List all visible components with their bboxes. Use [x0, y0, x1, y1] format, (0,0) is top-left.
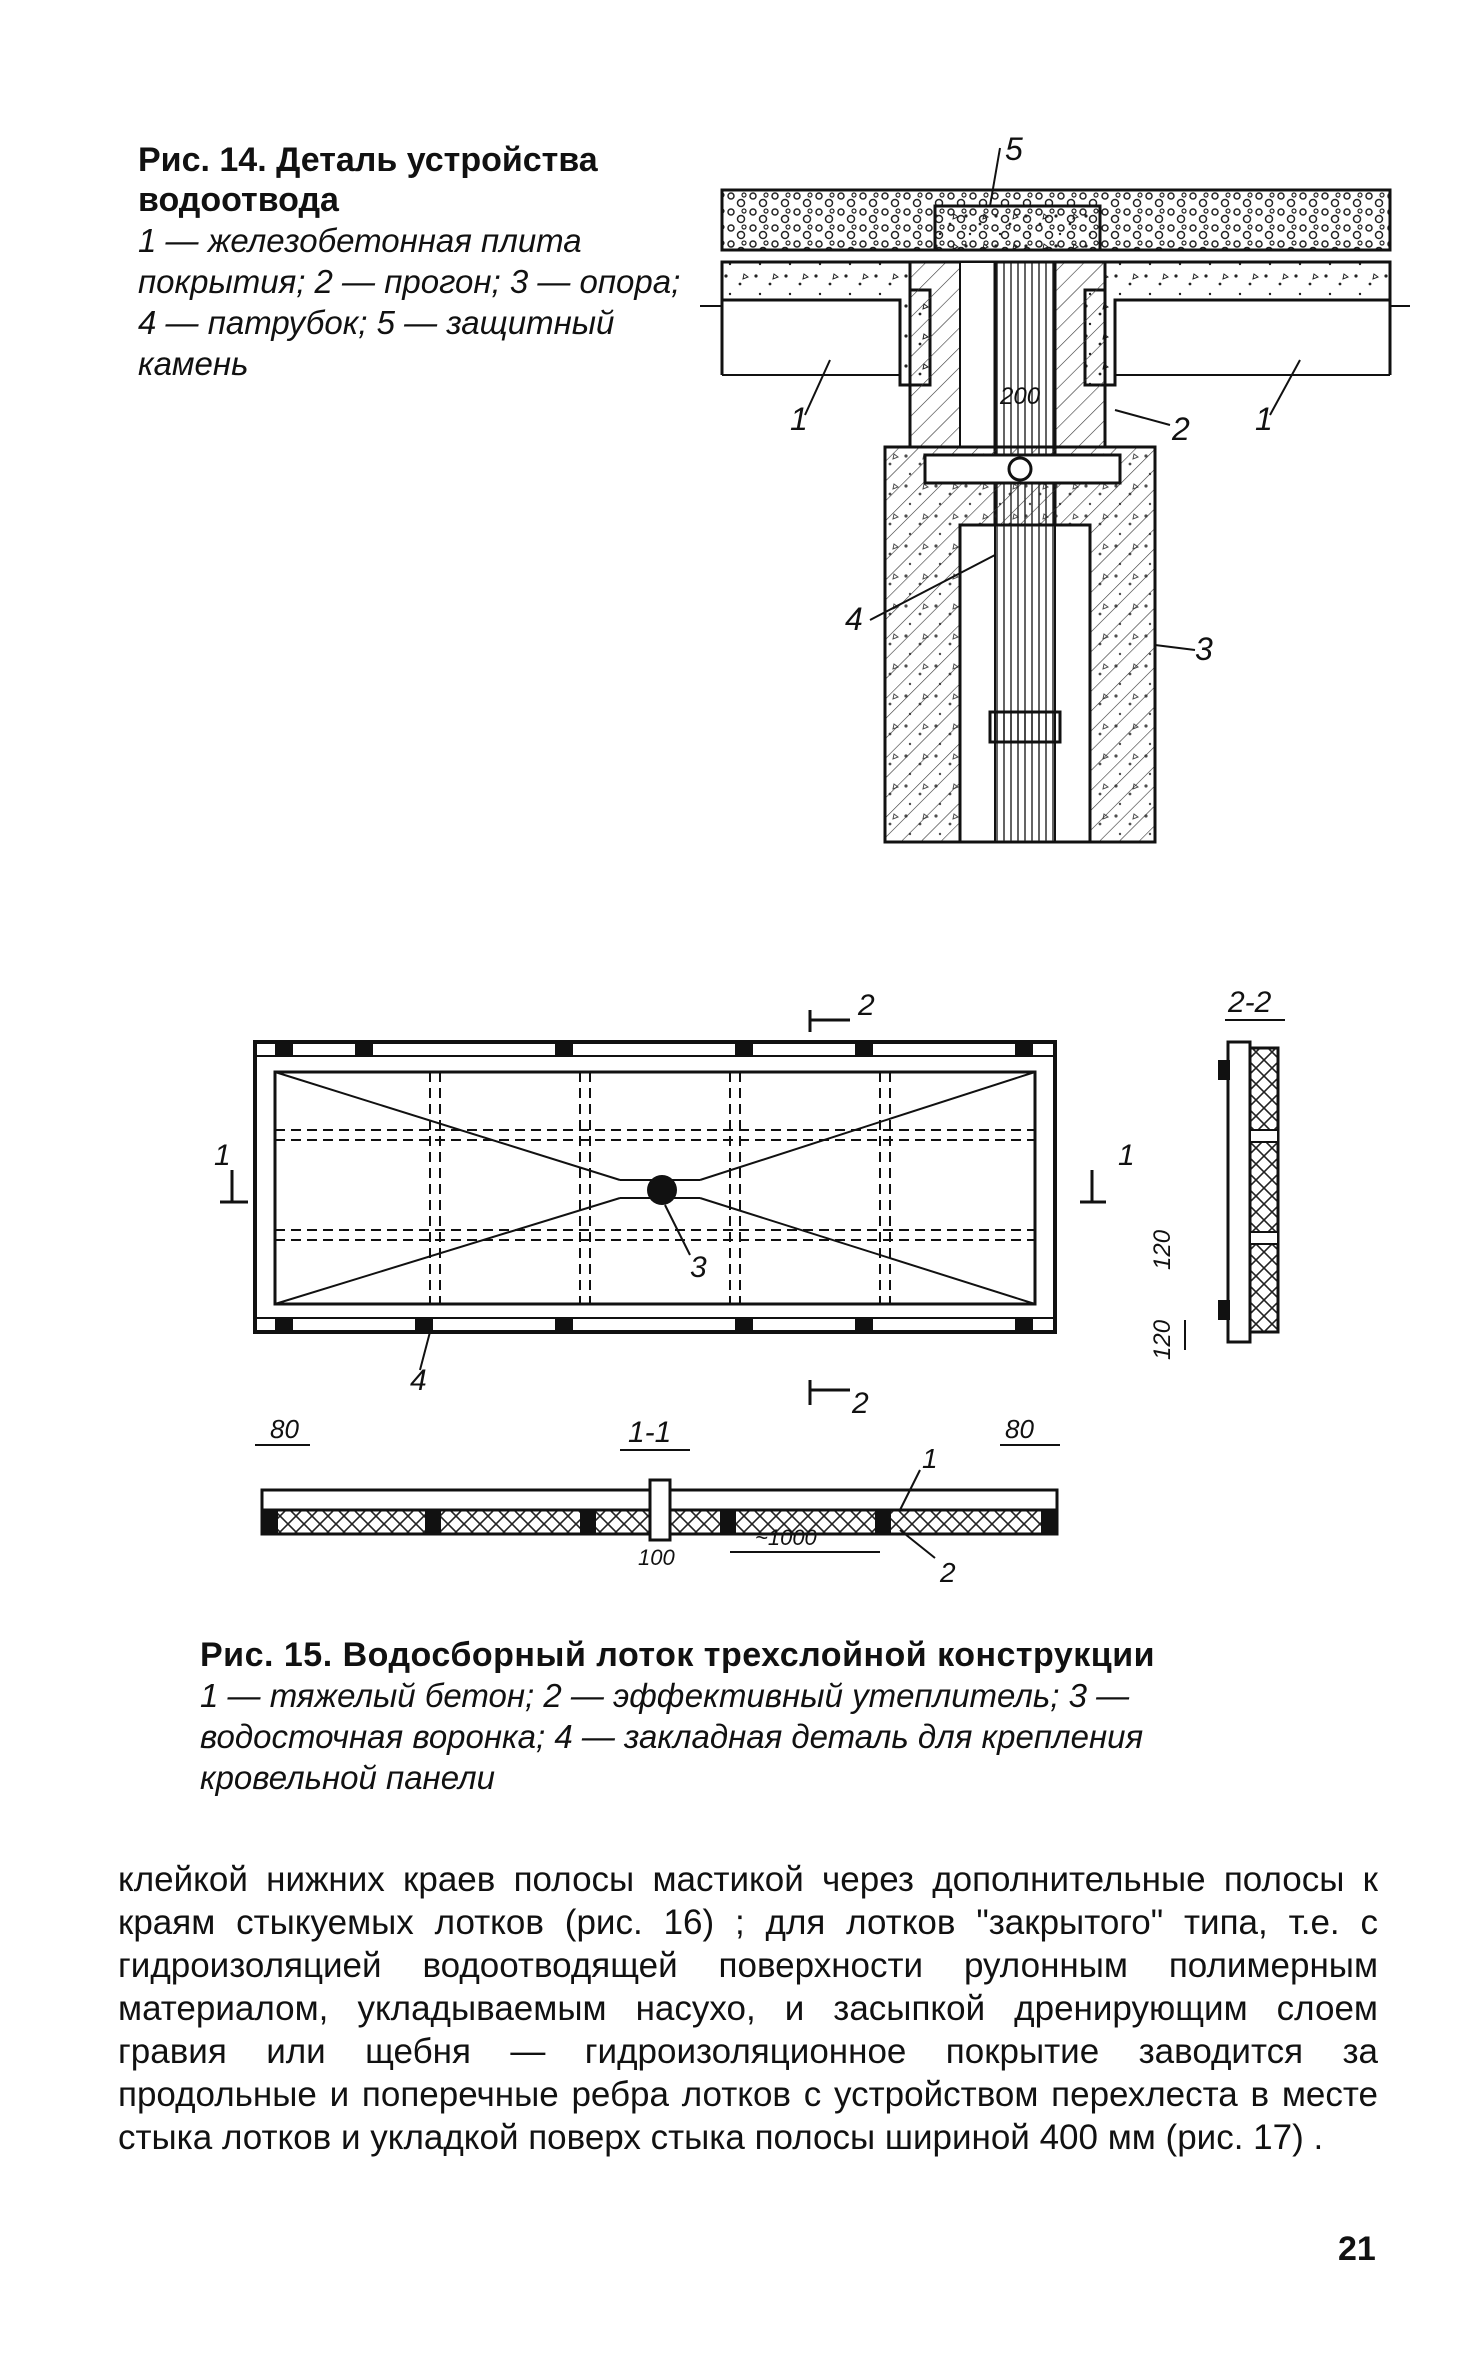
fig14-label-3: 3	[1195, 631, 1213, 667]
fig14-label-2: 2	[1172, 411, 1190, 447]
protective-stone	[935, 206, 1100, 250]
fig14-label-1-left: 1	[790, 401, 808, 437]
fig15-section-1-left: 1	[214, 1139, 231, 1172]
figure-15-caption	[200, 1635, 1310, 1798]
fig15-section-2-bottom: 2	[852, 1387, 869, 1420]
fig14-dim-200: 200	[1000, 383, 1041, 410]
page-number: 21	[1338, 2230, 1376, 2268]
drain-funnel	[647, 1175, 677, 1205]
figure-15-title: Рис. 15. Водосборный лоток трехслойной конструкции	[200, 1636, 1156, 1674]
fig15-label-2: 2	[940, 1557, 956, 1588]
fig14-label-5: 5	[1005, 131, 1023, 167]
fig15-label-3: 3	[690, 1251, 707, 1284]
fig15-dim-120-a: 120	[1149, 1319, 1176, 1360]
fig15-dim-80-right: 80	[1005, 1414, 1034, 1444]
fig15-label-4: 4	[410, 1364, 427, 1397]
fig15-dim-1000: ~1000	[755, 1525, 817, 1550]
figure-14-drawing	[0, 0, 1477, 860]
fig15-dim-100: 100	[638, 1545, 675, 1570]
fig15-section-2-2: 2-2	[1228, 986, 1272, 1019]
fig14-label-1-right: 1	[1255, 401, 1273, 437]
figure-15-drawing	[0, 980, 1477, 1600]
fig15-section-2-top: 2	[858, 989, 875, 1022]
fig15-section-1-1: 1-1	[628, 1416, 672, 1449]
fig15-dim-80-left: 80	[270, 1414, 299, 1444]
figure-14-title: Рис. 14. Деталь устройства водоотвода	[138, 141, 598, 219]
fig14-label-4: 4	[845, 601, 863, 637]
fig15-label-1: 1	[922, 1443, 938, 1474]
body-paragraph: клейкой нижних краев полосы мастикой через дополнительные полосы к краям стыкуемых лотков (рис. 16) ; для лотков "закрытого" типа, т.е. с гидроизоляцией водоотводящей поверхности рулонным полимерным материалом, укладываемым насухо, и засыпкой дренирующим слоем гравия или щебня — гидроизоляционное покрытие заводится за продольные и поперечные ребра лотков с устройством перехлеста в месте стыка лотков и укладкой поверх стыка полосы шириной 400 мм (рис. 17) .	[118, 1860, 1378, 2157]
figure-15-legend: 1 — тяжелый бетон; 2 — эффективный утеплитель; 3 — водосточная воронка; 4 — закладная деталь для крепления кровельной панели	[200, 1677, 1144, 1796]
figure-14-legend: 1 — железобетонная плита покрытия; 2 — прогон; 3 — опора; 4 — патрубок; 5 — защитный камень	[138, 222, 681, 382]
fig15-dim-120-b: 120	[1149, 1229, 1176, 1270]
fig15-section-1-right: 1	[1118, 1139, 1135, 1172]
